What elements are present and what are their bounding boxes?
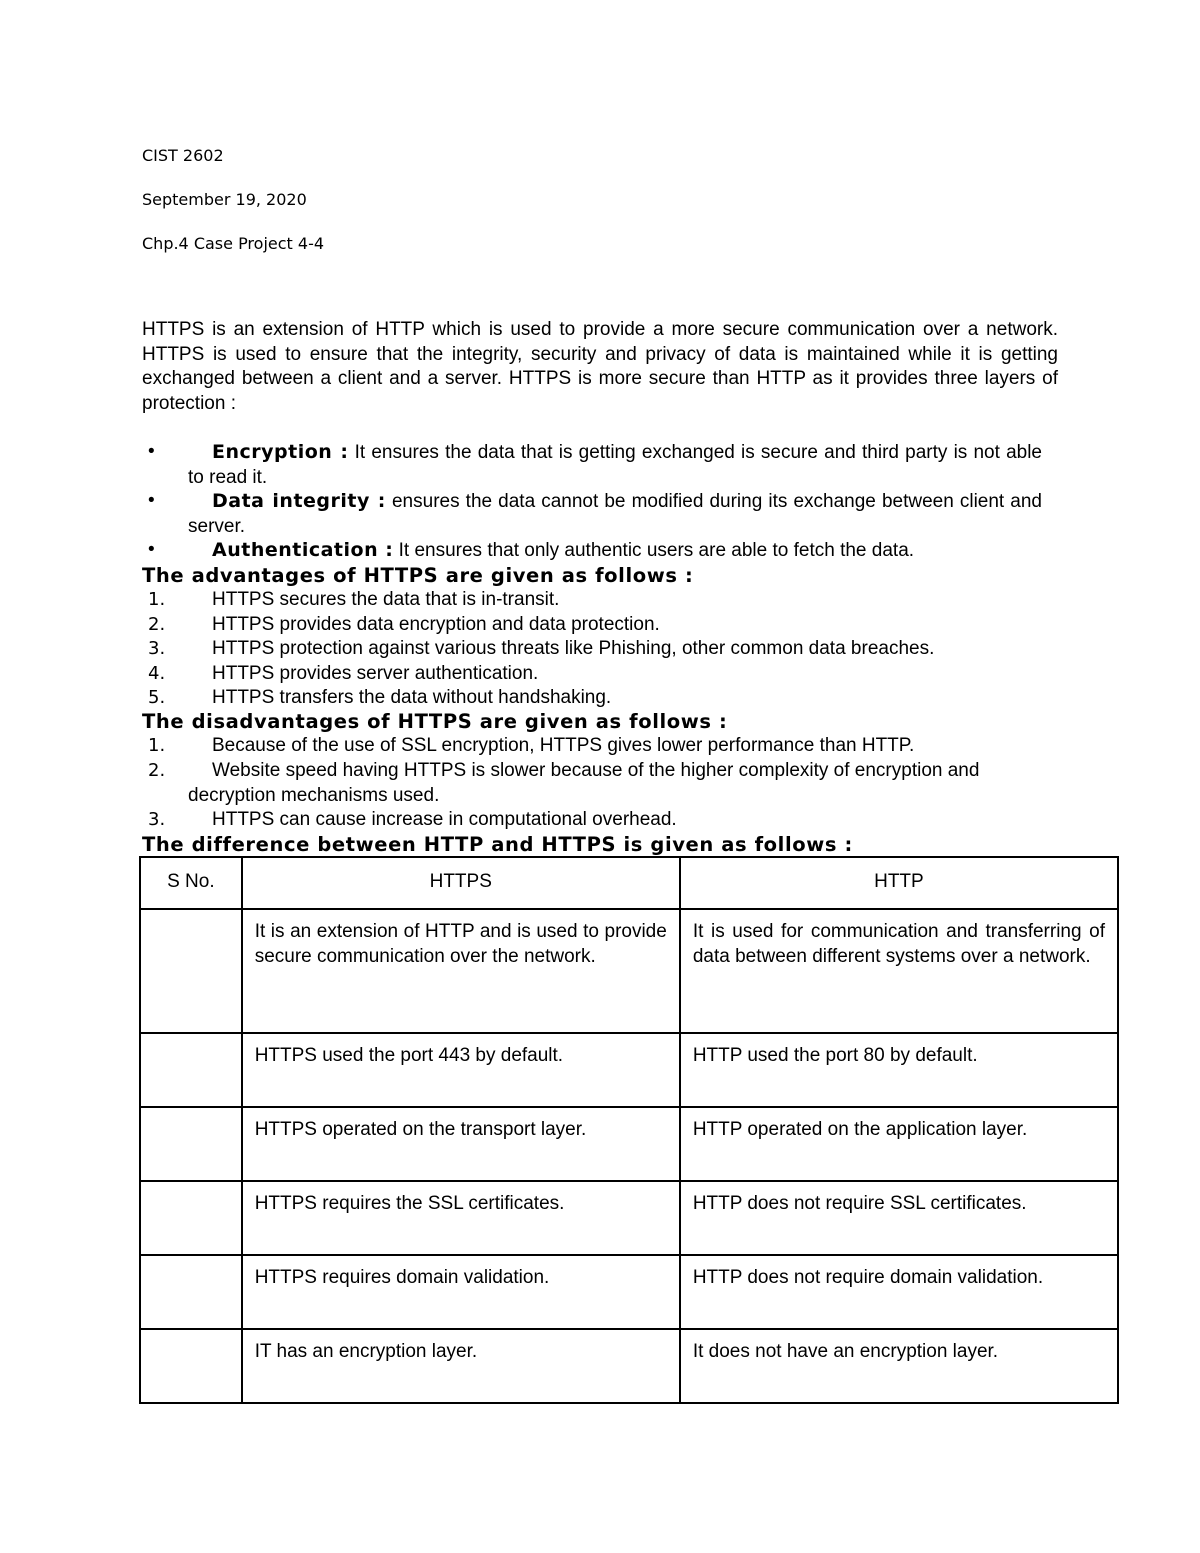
intro-paragraph: HTTPS is an extension of HTTP which is used to provide a more secure communication over a network. HTTPS is used to ensure that the integrity, security and privacy of data is maintained while it is getting exchanged between a client and a server. HTTPS is more secure than HTTP as it provides three layers of protection : xyxy=(142,319,1058,414)
list-number: 1. xyxy=(148,589,166,610)
cell-sno xyxy=(140,1329,242,1403)
list-text: HTTPS provides data encryption and data protection. xyxy=(212,613,660,635)
list-number: 4. xyxy=(148,662,166,684)
advantage-item xyxy=(142,613,1042,638)
advantages-heading: The advantages of HTTPS are given as follows : xyxy=(142,564,694,587)
cell-https: It is an extension of HTTP and is used to provide secure communication over the network. xyxy=(242,909,680,1033)
cell-https: HTTPS requires domain validation. xyxy=(242,1255,680,1329)
cell-sno xyxy=(140,1255,242,1329)
bullet-label: Encryption : xyxy=(212,441,349,463)
list-number: 3. xyxy=(148,809,166,830)
cell-sno xyxy=(140,1107,242,1181)
list-text: Because of the use of SSL encryption, HTTPS gives lower performance than HTTP. xyxy=(212,735,915,756)
list-text: HTTPS provides server authentication. xyxy=(212,662,539,684)
bullet-text xyxy=(142,440,1042,490)
bullet-marker: • xyxy=(148,441,155,462)
cell-sno xyxy=(140,1033,242,1107)
column-header-sno: S No. xyxy=(140,857,242,909)
advantage-item xyxy=(142,588,1042,613)
disadvantage-item xyxy=(142,759,1002,808)
list-number: 2. xyxy=(148,760,166,781)
cell-http: It is used for communication and transferring of data between different systems over a network. xyxy=(680,909,1118,1033)
bullet-item-authentication xyxy=(142,538,1042,564)
comparison-table xyxy=(139,856,1119,1404)
document-date: September 19, 2020 xyxy=(142,190,307,209)
disadvantage-item xyxy=(142,808,1042,833)
column-header-http: HTTP xyxy=(680,857,1118,909)
list-text: HTTPS can cause increase in computational overhead. xyxy=(212,809,677,830)
list-number: 3. xyxy=(148,638,166,659)
list-number: 1. xyxy=(148,735,166,756)
cell-https: HTTPS used the port 443 by default. xyxy=(242,1033,680,1107)
column-header-https: HTTPS xyxy=(242,857,680,909)
bullet-item-encryption xyxy=(142,440,1042,490)
bullet-description: It ensures the data that is getting exchanged is secure and third party is not able to read it. xyxy=(188,442,1043,488)
table-row xyxy=(140,909,1118,1033)
advantage-item xyxy=(142,637,1042,662)
bullet-text xyxy=(142,489,1042,539)
table-row xyxy=(140,1181,1118,1255)
cell-https: IT has an encryption layer. xyxy=(242,1329,680,1403)
list-text: HTTPS secures the data that is in-transit. xyxy=(212,589,560,610)
cell-https: HTTPS requires the SSL certificates. xyxy=(242,1181,680,1255)
assignment-title: Chp.4 Case Project 4-4 xyxy=(142,234,325,253)
list-number: 2. xyxy=(148,613,166,635)
difference-heading: The difference between HTTP and HTTPS is given as follows : xyxy=(142,833,853,856)
cell-http: HTTP used the port 80 by default. xyxy=(680,1033,1118,1107)
bullet-description: It ensures that only authentic users are able to fetch the data. xyxy=(393,540,915,561)
cell-http: It does not have an encryption layer. xyxy=(680,1329,1118,1403)
cell-http: HTTP does not require domain validation. xyxy=(680,1255,1118,1329)
bullet-label: Authentication : xyxy=(212,539,394,561)
bullet-text xyxy=(142,538,1042,564)
list-text: Website speed having HTTPS is slower because of the higher complexity of encryption and decryption mechanisms used. xyxy=(188,760,980,806)
cell-sno xyxy=(140,1181,242,1255)
bullet-item-data-integrity xyxy=(142,489,1042,539)
advantage-item xyxy=(142,686,1042,711)
table-row xyxy=(140,1107,1118,1181)
cell-sno xyxy=(140,909,242,1033)
list-text: HTTPS transfers the data without handshaking. xyxy=(212,687,612,708)
disadvantage-item xyxy=(142,734,1042,759)
bullet-label: Data integrity : xyxy=(212,490,386,512)
list-text: HTTPS protection against various threats like Phishing, other common data breaches. xyxy=(212,638,935,659)
course-code: CIST 2602 xyxy=(142,146,224,165)
table-row xyxy=(140,1033,1118,1107)
cell-http: HTTP does not require SSL certificates. xyxy=(680,1181,1118,1255)
bullet-description: ensures the data cannot be modified during its exchange between client and server. xyxy=(188,491,1042,537)
cell-http: HTTP operated on the application layer. xyxy=(680,1107,1118,1181)
bullet-marker: • xyxy=(148,539,155,560)
table-header-row xyxy=(140,857,1118,909)
advantage-item xyxy=(142,662,1042,687)
disadvantages-heading: The disadvantages of HTTPS are given as follows : xyxy=(142,710,728,733)
cell-https: HTTPS operated on the transport layer. xyxy=(242,1107,680,1181)
bullet-marker: • xyxy=(148,490,155,511)
table-row xyxy=(140,1329,1118,1403)
table-row xyxy=(140,1255,1118,1329)
list-number: 5. xyxy=(148,687,166,708)
